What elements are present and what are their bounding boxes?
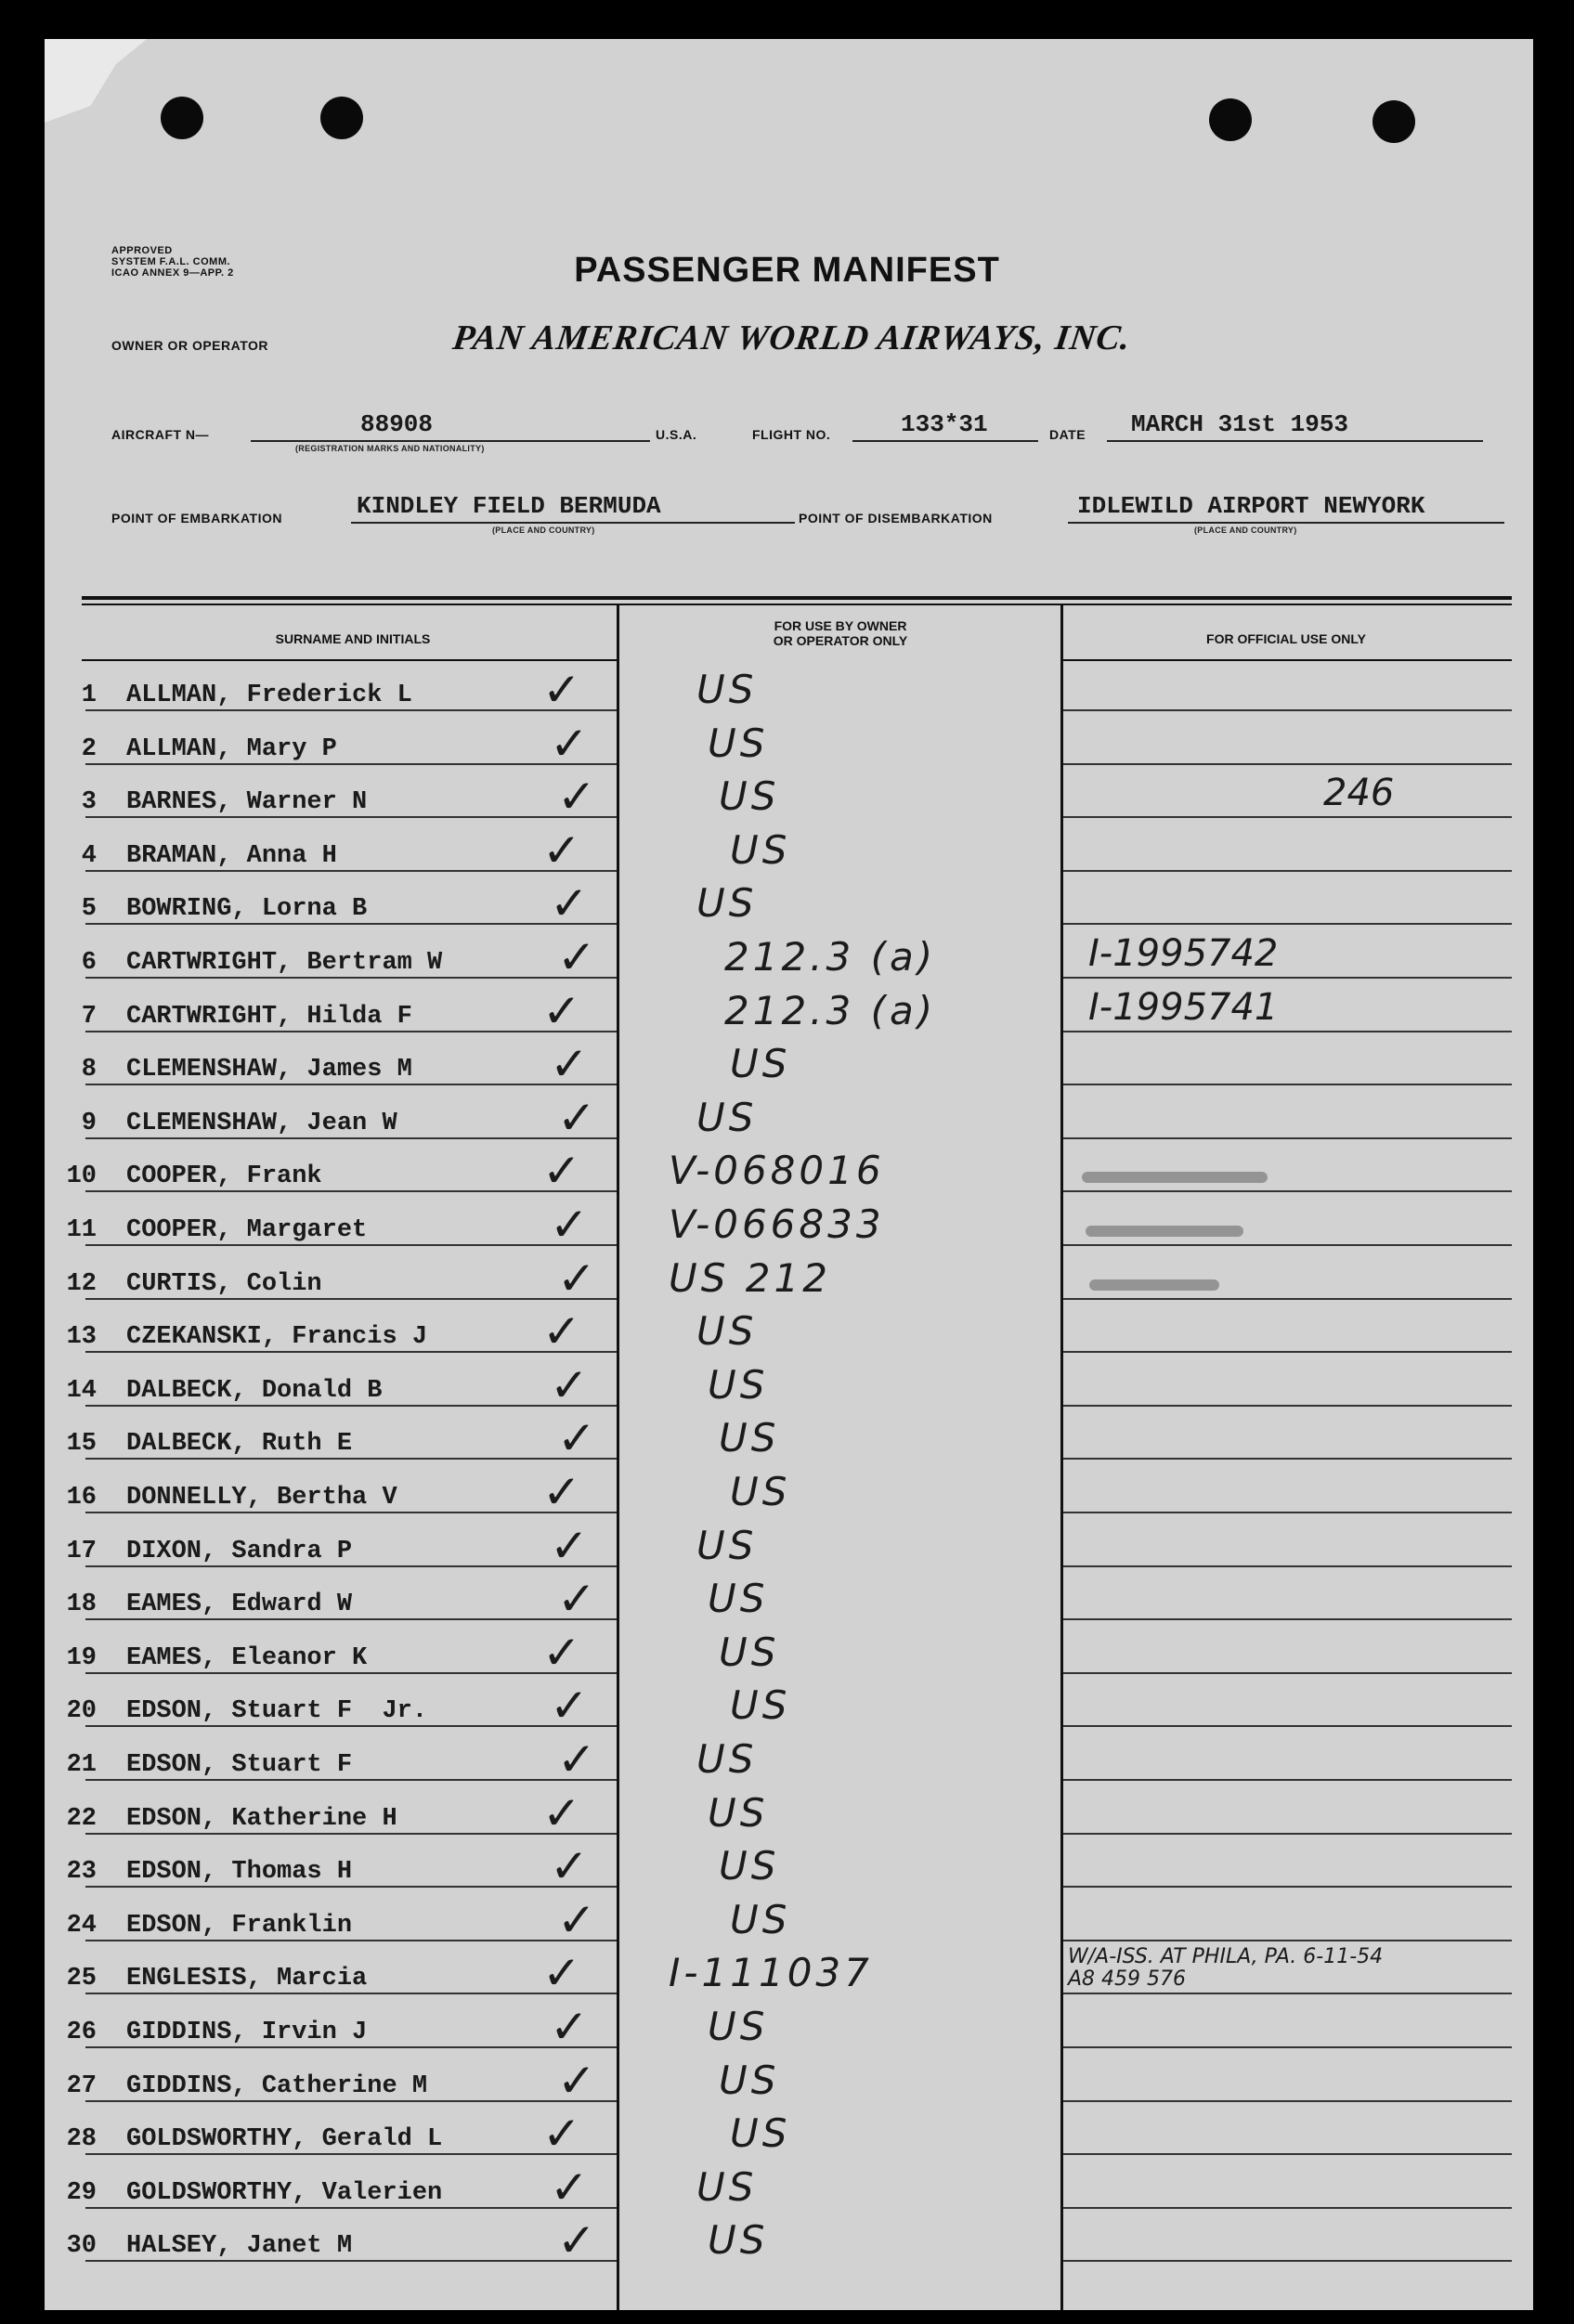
column-header-owner-line: FOR USE BY OWNER [774, 618, 907, 633]
table-row [0, 1945, 1574, 2006]
table-row [0, 1305, 1574, 1364]
date-label: DATE [1049, 427, 1086, 442]
table-row [0, 716, 1574, 776]
check-mark: ✓ [557, 1572, 596, 1627]
check-mark: ✓ [542, 663, 581, 717]
check-mark: ✓ [550, 2160, 589, 2214]
owner-entry: US [730, 1682, 791, 1729]
column-header-owner-line: OR OPERATOR ONLY [773, 633, 908, 648]
row-number: 27 [66, 2071, 97, 2100]
row-rule [1063, 870, 1512, 872]
official-entry: I-1995742 [1088, 932, 1279, 975]
row-rule [85, 1244, 617, 1246]
row-rule [1063, 2100, 1512, 2102]
aircraft-label: AIRCRAFT N— [111, 427, 210, 442]
table-row [0, 876, 1574, 936]
table-row [0, 1037, 1574, 1097]
owner-entry: US [696, 1522, 758, 1568]
check-mark: ✓ [550, 876, 589, 931]
row-number: 15 [66, 1430, 97, 1459]
column-header-name: SURNAME AND INITIALS [275, 631, 431, 646]
check-mark: ✓ [542, 1625, 581, 1680]
row-rule [85, 1993, 617, 1994]
punch-hole [161, 97, 203, 139]
row-rule [1063, 1993, 1512, 1994]
row-rule [1063, 2153, 1512, 2155]
row-number: 9 [81, 1109, 97, 1137]
check-mark: ✓ [557, 1892, 596, 1947]
row-rule [1063, 2207, 1512, 2209]
punch-hole [1372, 100, 1415, 143]
row-rule [85, 1458, 617, 1460]
check-mark: ✓ [550, 1198, 589, 1252]
passenger-name: EDSON, Franklin [126, 1911, 353, 1940]
column-header-owner [631, 618, 1049, 648]
row-rule [85, 816, 617, 818]
row-rule [85, 1137, 617, 1139]
passenger-name: DONNELLY, Bertha V [126, 1484, 397, 1512]
table-top-rule [82, 596, 1512, 600]
check-mark: ✓ [557, 930, 596, 984]
row-rule [1063, 1031, 1512, 1032]
row-number: 18 [66, 1590, 97, 1619]
passenger-name: EDSON, Stuart F Jr. [126, 1697, 428, 1726]
row-rule [85, 1298, 617, 1300]
row-rule [85, 2046, 617, 2048]
check-mark: ✓ [542, 1465, 581, 1519]
passenger-name: DIXON, Sandra P [126, 1537, 353, 1565]
table-row [0, 1625, 1574, 1685]
disembarkation-underline [1068, 522, 1504, 524]
check-mark: ✓ [557, 1090, 596, 1145]
row-number: 6 [81, 949, 97, 977]
owner-entry: US [719, 1415, 780, 1461]
check-mark: ✓ [557, 2214, 596, 2268]
row-rule [85, 2207, 617, 2209]
row-rule [1063, 709, 1512, 711]
check-mark: ✓ [550, 1357, 589, 1412]
row-rule [85, 1725, 617, 1727]
aircraft-underline [251, 440, 650, 442]
owner-entry: US [696, 1736, 758, 1782]
row-number: 28 [66, 2125, 97, 2154]
passenger-name: CURTIS, Colin [126, 1269, 322, 1298]
owner-entry: US [730, 1469, 791, 1514]
row-rule [85, 1031, 617, 1032]
passenger-name: GIDDINS, Catherine M [126, 2071, 428, 2100]
check-mark: ✓ [550, 1518, 589, 1573]
passenger-name: BRAMAN, Anna H [126, 841, 337, 870]
punch-hole [1209, 98, 1252, 141]
row-rule [85, 977, 617, 979]
owner-entry: US [696, 880, 758, 927]
row-number: 14 [66, 1376, 97, 1405]
row-number: 1 [81, 682, 97, 709]
row-rule [1063, 1458, 1512, 1460]
row-rule [1063, 1940, 1512, 1941]
row-rule [1063, 763, 1512, 765]
aircraft-sub-label: (REGISTRATION MARKS AND NATIONALITY) [295, 444, 485, 453]
row-rule [85, 2153, 617, 2155]
row-rule [85, 709, 617, 711]
row-rule [1063, 2046, 1512, 2048]
column-header-official: FOR OFFICIAL USE ONLY [1206, 631, 1366, 646]
passenger-name: EDSON, Stuart F [126, 1751, 353, 1779]
page-title: PASSENGER MANIFEST [574, 251, 1000, 290]
row-rule [1063, 977, 1512, 979]
passenger-name: GOLDSWORTHY, Valerien [126, 2178, 443, 2207]
passenger-name: EAMES, Eleanor K [126, 1643, 368, 1672]
aircraft-number: 88908 [360, 410, 434, 438]
table-row [0, 930, 1574, 990]
flight-underline [852, 440, 1038, 442]
check-mark: ✓ [550, 1839, 589, 1894]
disembarkation-point: IDLEWILD AIRPORT NEWYORK [1077, 492, 1425, 520]
passenger-name: CZEKANSKI, Francis J [126, 1323, 428, 1352]
table-row [0, 1892, 1574, 1953]
official-entry: I-1995741 [1088, 985, 1279, 1029]
redaction-smudge [1089, 1279, 1219, 1291]
check-mark: ✓ [557, 1251, 596, 1305]
owner-entry: US [730, 1041, 791, 1087]
check-mark: ✓ [550, 716, 589, 771]
owner-entry: US [696, 667, 758, 712]
official-entry: 246 [1323, 772, 1395, 815]
row-rule [85, 1833, 617, 1835]
approval-line: APPROVED [111, 245, 173, 256]
row-rule [1063, 923, 1512, 925]
owner-entry: 212.3 (a) [724, 987, 937, 1033]
table-row [0, 1679, 1574, 1738]
table-row [0, 663, 1574, 722]
table-row [0, 983, 1574, 1044]
row-rule [1063, 1779, 1512, 1781]
owner-label: OWNER OR OPERATOR [111, 338, 268, 353]
owner-entry: US [719, 1629, 780, 1675]
row-number: 23 [66, 1858, 97, 1887]
passenger-name: ALLMAN, Mary P [126, 734, 337, 763]
check-mark: ✓ [542, 2107, 581, 2162]
owner-entry: US [719, 773, 780, 820]
check-mark: ✓ [542, 1785, 581, 1840]
passenger-name: COOPER, Frank [126, 1162, 322, 1191]
row-number: 7 [81, 1002, 97, 1031]
flight-number: 133*31 [901, 410, 988, 438]
row-rule [1063, 1672, 1512, 1674]
owner-entry: US [730, 826, 791, 873]
usa-label: U.S.A. [656, 427, 697, 442]
passenger-name: ALLMAN, Frederick L [126, 682, 412, 709]
embarkation-point: KINDLEY FIELD BERMUDA [357, 492, 661, 520]
table-row [0, 1785, 1574, 1846]
table-row [0, 2053, 1574, 2113]
row-rule [85, 1084, 617, 1085]
row-rule [1063, 816, 1512, 818]
check-mark: ✓ [550, 2000, 589, 2054]
redaction-smudge [1086, 1226, 1243, 1237]
owner-entry: US 212 [669, 1254, 831, 1301]
approval-line: SYSTEM F.A.L. COMM. [111, 256, 231, 267]
row-rule [1063, 1244, 1512, 1246]
table-row [0, 823, 1574, 883]
table-row [0, 1518, 1574, 1578]
row-number: 13 [66, 1323, 97, 1352]
row-rule [1063, 1512, 1512, 1513]
row-number: 3 [81, 788, 97, 817]
row-number: 4 [81, 841, 97, 870]
table-row [0, 1839, 1574, 1899]
row-rule [85, 1405, 617, 1407]
row-rule [85, 1672, 617, 1674]
row-number: 16 [66, 1484, 97, 1512]
row-rule [1063, 1190, 1512, 1192]
owner-entry: 212.3 (a) [724, 934, 937, 980]
table-row [0, 2160, 1574, 2220]
check-mark: ✓ [542, 1144, 581, 1199]
row-rule [85, 1565, 617, 1567]
row-number: 24 [66, 1911, 97, 1940]
table-row [0, 2000, 1574, 2059]
row-number: 12 [66, 1269, 97, 1298]
row-number: 17 [66, 1537, 97, 1565]
passenger-name: CLEMENSHAW, James M [126, 1056, 412, 1084]
row-rule [1063, 1833, 1512, 1835]
passenger-name: CARTWRIGHT, Bertram W [126, 949, 443, 977]
owner-entry: US [719, 1843, 780, 1889]
check-mark: ✓ [542, 823, 581, 877]
row-number: 25 [66, 1965, 97, 1993]
check-mark: ✓ [557, 1411, 596, 1466]
row-rule [1063, 1405, 1512, 1407]
check-mark: ✓ [542, 1946, 581, 2001]
approval-line: ICAO ANNEX 9—APP. 2 [111, 267, 234, 279]
table-row [0, 1090, 1574, 1150]
table-row [0, 1411, 1574, 1471]
row-number: 5 [81, 895, 97, 924]
row-rule [1063, 1351, 1512, 1353]
date-underline [1107, 440, 1483, 442]
owner-entry: I-111037 [669, 1950, 873, 1996]
flight-label: FLIGHT NO. [752, 427, 831, 442]
owner-entry: US [708, 720, 769, 766]
embarkation-underline [351, 522, 795, 524]
owner-entry: V-066833 [669, 1201, 885, 1247]
owner-entry: US [708, 1361, 769, 1408]
owner-entry: US [696, 1308, 758, 1355]
table-row [0, 2107, 1574, 2166]
row-rule [1063, 1565, 1512, 1567]
row-number: 19 [66, 1643, 97, 1672]
official-note-line: A8 459 576 [1068, 1967, 1187, 1992]
check-mark: ✓ [550, 1679, 589, 1733]
row-rule [85, 1351, 617, 1353]
passenger-name: BARNES, Warner N [126, 788, 368, 817]
row-rule [85, 1886, 617, 1888]
row-rule [85, 1779, 617, 1781]
owner-entry: US [708, 1789, 769, 1836]
owner-entry: US [730, 1896, 791, 1942]
row-rule [1063, 1886, 1512, 1888]
row-rule [85, 923, 617, 925]
table-row [0, 1572, 1574, 1631]
row-number: 29 [66, 2178, 97, 2207]
check-mark: ✓ [557, 770, 596, 824]
row-rule [85, 870, 617, 872]
passenger-name: EDSON, Thomas H [126, 1858, 353, 1887]
check-mark: ✓ [557, 2053, 596, 2108]
table-row [0, 1357, 1574, 1418]
row-number: 10 [66, 1162, 97, 1191]
row-rule [1063, 2260, 1512, 2262]
header-underline [1063, 659, 1512, 661]
passenger-name: GIDDINS, Irvin J [126, 2019, 368, 2046]
row-rule [85, 763, 617, 765]
owner-entry: V-068016 [669, 1148, 885, 1194]
table-row [0, 770, 1574, 829]
row-number: 26 [66, 2019, 97, 2046]
row-rule [85, 1618, 617, 1620]
operator-name: PAN AMERICAN WORLD AIRWAYS, INC. [450, 318, 1134, 357]
official-note-line: W/A-ISS. AT PHILA, PA. 6-11-54 [1068, 1945, 1384, 1969]
row-number: 2 [81, 734, 97, 763]
table-top-rule-thin [82, 604, 1512, 605]
table-row [0, 1198, 1574, 1257]
row-rule [85, 1940, 617, 1941]
disembarkation-label: POINT OF DISEMBARKATION [799, 511, 993, 526]
passenger-name: GOLDSWORTHY, Gerald L [126, 2125, 443, 2154]
passenger-name: DALBECK, Donald B [126, 1376, 383, 1405]
table-row [0, 1465, 1574, 1525]
check-mark: ✓ [542, 983, 581, 1038]
owner-entry: US [696, 1094, 758, 1140]
redaction-smudge [1082, 1172, 1268, 1183]
row-rule [1063, 1618, 1512, 1620]
passenger-name: ENGLESIS, Marcia [126, 1965, 368, 1993]
table-row [0, 1733, 1574, 1792]
owner-entry: US [708, 1576, 769, 1622]
passenger-name: COOPER, Margaret [126, 1216, 368, 1244]
embarkation-label: POINT OF EMBARKATION [111, 511, 282, 526]
row-rule [1063, 1298, 1512, 1300]
table-row [0, 1144, 1574, 1203]
passenger-name: EAMES, Edward W [126, 1590, 353, 1619]
passenger-name: EDSON, Katherine H [126, 1804, 397, 1833]
check-mark: ✓ [542, 1305, 581, 1359]
row-number: 8 [81, 1056, 97, 1084]
row-number: 30 [66, 2232, 97, 2261]
disembarkation-sub-label: (PLACE AND COUNTRY) [1194, 526, 1297, 535]
check-mark: ✓ [557, 1733, 596, 1786]
row-rule [85, 1512, 617, 1513]
passenger-name: DALBECK, Ruth E [126, 1430, 353, 1459]
table-row [0, 2214, 1574, 2273]
punch-hole [320, 97, 363, 139]
row-number: 20 [66, 1697, 97, 1726]
row-rule [85, 1190, 617, 1192]
row-number: 21 [66, 1751, 97, 1779]
owner-entry: US [730, 2110, 791, 2157]
official-note [1068, 1946, 1383, 1991]
embarkation-sub-label: (PLACE AND COUNTRY) [492, 526, 595, 535]
flight-date: MARCH 31st 1953 [1131, 410, 1349, 438]
row-rule [1063, 1725, 1512, 1727]
table-row [0, 1251, 1574, 1311]
row-number: 22 [66, 1804, 97, 1833]
check-mark: ✓ [550, 1037, 589, 1092]
passenger-name: BOWRING, Lorna B [126, 895, 368, 924]
owner-entry: US [708, 2217, 769, 2264]
header-underline [82, 659, 617, 661]
row-rule [85, 2100, 617, 2102]
row-rule [1063, 1137, 1512, 1139]
passenger-name: CARTWRIGHT, Hilda F [126, 1002, 412, 1031]
passenger-name: HALSEY, Janet M [126, 2232, 353, 2261]
row-number: 11 [66, 1216, 97, 1244]
row-rule [85, 2260, 617, 2262]
owner-entry: US [708, 2004, 769, 2049]
owner-entry: US [719, 2057, 780, 2103]
passenger-name: CLEMENSHAW, Jean W [126, 1109, 397, 1137]
owner-entry: US [696, 2163, 758, 2210]
row-rule [1063, 1084, 1512, 1085]
